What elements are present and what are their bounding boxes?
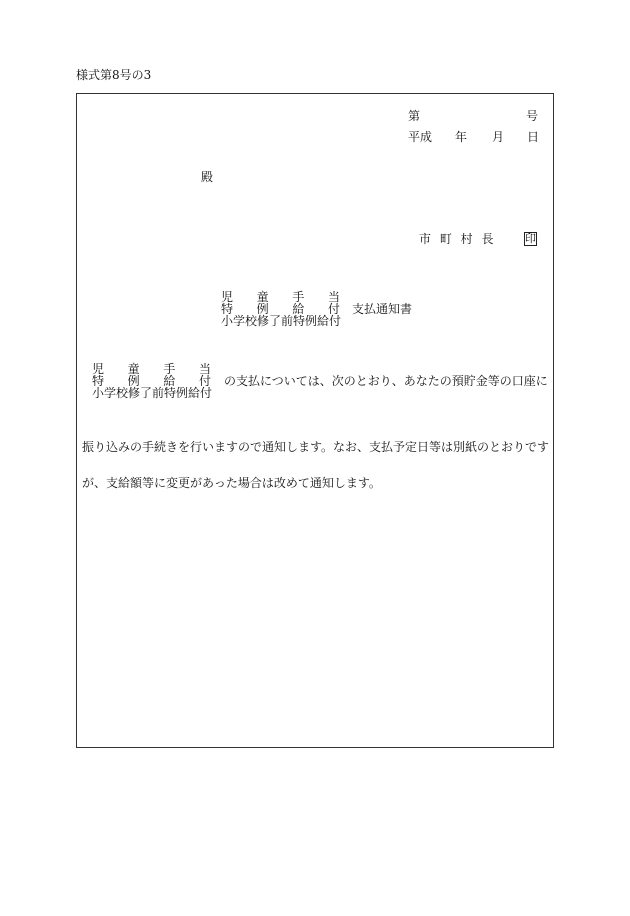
body-line-2: 振り込みの手続きを行いますので通知します。なお、支払予定日等は別紙のとおりです — [82, 440, 550, 454]
doc-number-suffix: 号 — [526, 109, 539, 123]
date-month: 月 — [492, 130, 505, 144]
date-day: 日 — [527, 130, 540, 144]
title-line-special-benefit: 特 例 給 付 — [221, 302, 340, 316]
title-line-pre-primary-benefit: 小学校修了前特例給付 — [221, 314, 342, 328]
body-line-1: の支払については、次のとおり、あなたの預貯金等の口座に — [224, 374, 548, 388]
date-year: 年 — [455, 130, 468, 144]
addressee-suffix: 殿 — [201, 170, 214, 184]
title-block — [221, 291, 341, 327]
title-suffix: 支払通知書 — [352, 302, 413, 316]
doc-number-prefix: 第 — [408, 109, 421, 123]
body-lead-special-benefit: 特 例 給 付 — [92, 374, 211, 388]
seal-mark: 印 — [525, 232, 536, 245]
sender-title: 市 町 村 長 — [419, 232, 494, 246]
notice-frame — [76, 93, 554, 748]
body-line-3: が、支給額等に変更があった場合は改めて通知します。 — [82, 476, 381, 490]
body-lead-block — [92, 363, 212, 399]
body-lead-pre-primary-benefit: 小学校修了前特例給付 — [92, 386, 213, 400]
title-line-child-allowance: 児 童 手 当 — [221, 290, 340, 304]
body-lead-child-allowance: 児 童 手 当 — [92, 362, 211, 376]
form-number-label: 様式第8号の3 — [76, 68, 152, 82]
date-era: 平成 — [408, 130, 433, 144]
